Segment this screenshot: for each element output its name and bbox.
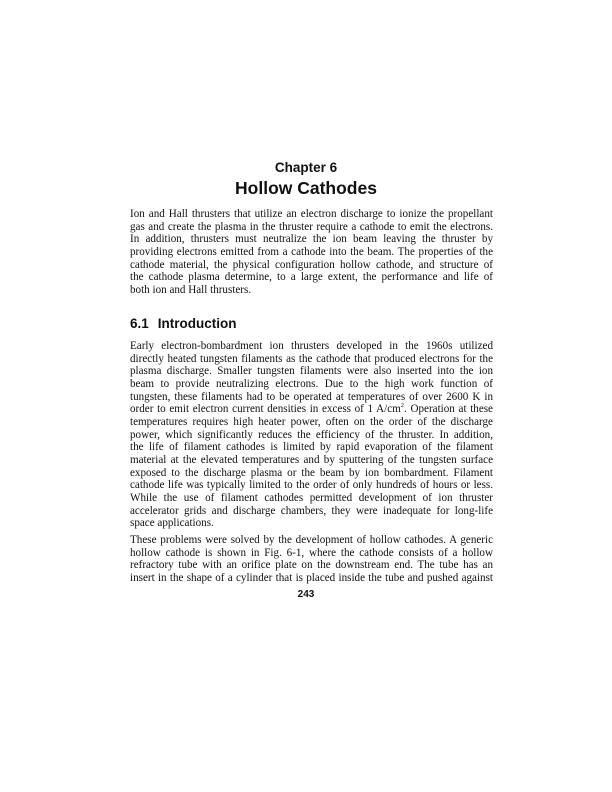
text-line: beam to provide neutralizing electrons. Due to the high work function of bbox=[130, 377, 493, 390]
section-number: 6.1 bbox=[130, 316, 149, 331]
text-line: In addition, thrusters must neutralize the ion beam leaving the thruster by bbox=[130, 233, 493, 246]
text-line: providing electrons emitted from a cathode into the beam. The properties of the bbox=[130, 245, 493, 258]
text-line: These problems were solved by the development of hollow cathodes. A generic bbox=[130, 534, 493, 546]
text-line: Early electron-bombardment ion thrusters developed in the 1960s utilized bbox=[130, 340, 493, 352]
text-line: accelerator grids and discharge chambers, they were inadequate for long-life bbox=[130, 504, 493, 517]
text-line: gas and create the plasma in the thruster require a cathode to emit the electrons. bbox=[130, 220, 493, 233]
chapter-title: Hollow Cathodes bbox=[235, 178, 377, 198]
text-line: cathode material, the physical configuration hollow cathode, and structure of bbox=[130, 258, 493, 271]
text-line: insert in the shape of a cylinder that is placed inside the tube and pushed against bbox=[130, 571, 493, 584]
text-line: Ion and Hall thrusters that utilize an electron discharge to ionize the propellant bbox=[130, 208, 493, 220]
text-line: temperatures requires high heater power, often on the order of the discharge bbox=[130, 415, 493, 428]
intro-paragraph bbox=[130, 208, 493, 297]
text-segment: . Operation at these bbox=[404, 403, 493, 416]
text-line: directly heated tungsten filaments as the cathode that produced electrons for the bbox=[130, 352, 493, 365]
text-line: both ion and Hall thrusters. bbox=[130, 283, 252, 296]
text-line: tungsten, these filaments had to be operated at temperatures of over 2600 K in bbox=[130, 390, 493, 403]
text-line: material at the elevated temperatures and by sputtering of the tungsten surface bbox=[130, 453, 493, 466]
text-line: refractory tube with an orifice plate on the downstream end. The tube has an bbox=[130, 559, 493, 572]
superscript: 2 bbox=[400, 402, 405, 410]
section-title: Introduction bbox=[157, 316, 237, 331]
text-line: power, which significantly reduces the efficiency of the thruster. In addition, bbox=[130, 428, 493, 441]
text-line: cathode life was typically limited to the order of only hundreds of hours or less. bbox=[130, 479, 493, 492]
paragraph-hollow-cathodes bbox=[130, 534, 493, 585]
text-line: plasma discharge. Smaller tungsten filaments were also inserted into the ion bbox=[130, 365, 493, 378]
page-number: 243 bbox=[297, 589, 315, 600]
text-line: the cathode plasma determine, to a large extent, the performance and life of bbox=[130, 271, 493, 284]
text-line: hollow cathode is shown in Fig. 6-1, where the cathode consists of a hollow bbox=[130, 546, 493, 559]
text-line: While the use of filament cathodes permitted development of ion thruster bbox=[130, 491, 493, 504]
text-line: space applications. bbox=[130, 517, 214, 530]
paragraph-early-thrusters bbox=[130, 340, 493, 530]
text-line: the life of filament cathodes is limited by rapid evaporation of the filament bbox=[130, 441, 493, 454]
section-heading bbox=[130, 316, 237, 332]
text-segment: order to emit electron current densities in excess of 1 A/cm bbox=[130, 403, 401, 416]
text-line: exposed to the discharge plasma or the beam by ion bombardment. Filament bbox=[130, 466, 493, 479]
chapter-number: Chapter 6 bbox=[274, 160, 338, 175]
text-line bbox=[130, 403, 493, 416]
